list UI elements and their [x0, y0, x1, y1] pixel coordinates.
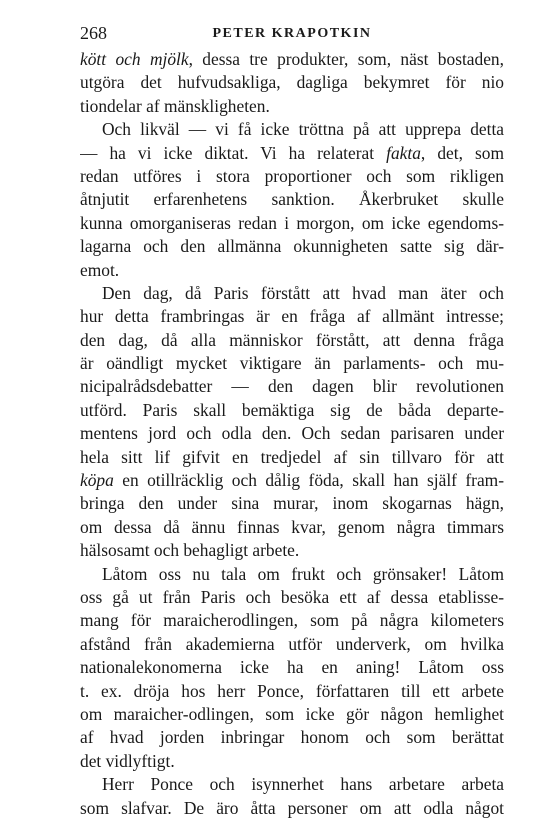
italic-text: kött och mjölk [80, 49, 189, 69]
italic-text: fakta [386, 142, 421, 163]
text-line [80, 305, 504, 328]
text-line [80, 680, 504, 703]
text-segment: det vidlyftigt. [80, 750, 175, 771]
text-segment: åtnjutit erfarenhetens sanktion. Åkerbruket skulle [80, 189, 504, 210]
text-line [80, 95, 504, 118]
text-segment: Den dag, då Paris förstått att hvad man äter och [102, 282, 504, 303]
text-segment: bringa den under sina murar, inom skogarnas hägn, [80, 493, 504, 514]
page-header [80, 22, 504, 44]
page-number: 268 [80, 23, 107, 43]
text-segment: en otillräcklig och dålig föda, skall han själf fram- [113, 470, 504, 491]
text-line [80, 259, 504, 282]
text-segment: utgöra det hufvudsakliga, dagliga bekymret för nio [80, 72, 504, 93]
text-segment: t. ex. dröja hos herr Ponce, författaren till ett arbete [80, 680, 504, 701]
text-line [80, 352, 504, 375]
text-line [80, 516, 504, 539]
text-line [80, 656, 504, 679]
text-segment: den dag, då alla människor förstått, att denna fråga [80, 329, 504, 350]
text-line [80, 563, 504, 586]
text-segment: hur detta frambringas är en fråga af allmänt intresse; [80, 306, 504, 327]
text-segment: nicipalrådsdebatter — den dagen blir revolutionen [80, 376, 504, 397]
text-line [80, 726, 504, 749]
text-segment: utförd. Paris skall bemäktiga sig de båda departe- [80, 399, 504, 420]
text-segment: kunna omorganiseras redan i morgon, om icke egendoms- [80, 212, 504, 233]
text-line [80, 188, 504, 211]
text-line [80, 48, 504, 71]
text-segment: afstånd från akademierna utför underverk, om hvilka [80, 633, 504, 654]
text-line [80, 750, 504, 773]
text-segment: hälsosamt och behagligt arbete. [80, 540, 300, 561]
text-line [80, 492, 504, 515]
text-segment: hela sitt lif gifvit en tredjedel af sin tillvaro för att [80, 446, 504, 467]
text-line [80, 422, 504, 445]
text-line [80, 773, 504, 796]
text-segment: mentens jord och odla den. Och sedan parisaren under [80, 423, 504, 444]
text-segment: Låtom oss nu tala om frukt och grönsaker! Låtom [102, 563, 504, 584]
body-text [80, 48, 504, 820]
text-segment: redan utföres i stora proportioner och som rikligen [80, 165, 504, 186]
text-line [80, 282, 504, 305]
text-line [80, 118, 504, 141]
text-segment: mang för maraicherodlingen, som på några kilometers [80, 610, 504, 631]
text-line [80, 142, 504, 165]
text-segment: om dessa då ännu finnas kvar, genom några timmars [80, 516, 504, 537]
text-segment: nationalekonomerna icke ha en aning! Låtom oss [80, 657, 504, 678]
text-segment: oss gå ut från Paris och besöka ett af dessa etablisse- [80, 586, 504, 607]
text-line [80, 609, 504, 632]
text-line [80, 797, 504, 820]
text-line [80, 235, 504, 258]
text-line [80, 469, 504, 492]
text-segment: — ha vi icke diktat. Vi ha relaterat [80, 142, 387, 163]
text-line [80, 586, 504, 609]
text-line [80, 399, 504, 422]
text-segment: lagarna och den allmänna okunnigheten satte sig där- [80, 236, 504, 257]
text-segment: , dessa tre produkter, som, näst bostaden, [188, 49, 504, 69]
text-segment: som slafvar. De äro åtta personer om att odla något [80, 797, 504, 818]
text-line [80, 165, 504, 188]
text-segment: är oändligt mycket viktigare än parlaments- och mu- [80, 353, 504, 374]
running-title: PETER KRAPOTKIN [212, 26, 372, 41]
text-segment: , det, som [420, 142, 504, 163]
text-line [80, 539, 504, 562]
text-line [80, 329, 504, 352]
text-segment: emot. [80, 259, 120, 280]
text-segment: Herr Ponce och isynnerhet hans arbetare arbeta [102, 774, 504, 795]
text-line [80, 703, 504, 726]
italic-text: köpa [80, 470, 114, 491]
text-line [80, 71, 504, 94]
text-line [80, 633, 504, 656]
text-line [80, 212, 504, 235]
text-line [80, 375, 504, 398]
text-segment: af hvad jorden inbringar honom och som berättat [80, 727, 504, 748]
text-segment: tiondelar af mänskligheten. [80, 95, 270, 116]
text-segment: om maraicher-odlingen, som icke gör någon hemlighet [80, 703, 504, 724]
text-line [80, 446, 504, 469]
text-segment: Och likväl — vi få icke tröttna på att upprepa detta [102, 119, 504, 140]
